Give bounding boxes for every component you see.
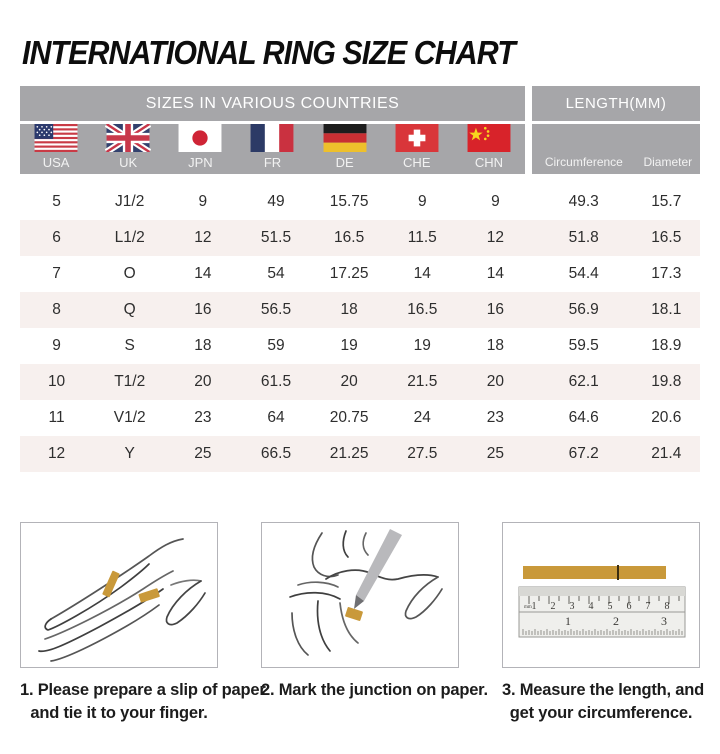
table-cell: 9 [491, 193, 500, 210]
table-cell: Q [123, 301, 136, 318]
svg-text:5: 5 [607, 601, 613, 612]
length-columns [532, 124, 700, 174]
table-cell: 49 [267, 193, 285, 210]
table-cell: 16 [194, 301, 212, 318]
column-chn [453, 124, 525, 174]
table-cell: 17.3 [651, 265, 682, 282]
step-2-illustration [261, 522, 459, 668]
step-2-caption [261, 679, 488, 702]
table-cell: 56.5 [260, 301, 292, 318]
table-cell: 17.25 [329, 265, 369, 282]
table-cell: 18.1 [651, 301, 682, 318]
table-cell: 12 [47, 445, 66, 462]
step-3-illustration [502, 522, 700, 668]
table-cell: 20.75 [329, 409, 369, 426]
table-cell: 20 [486, 373, 505, 390]
step-1-illustration [20, 522, 218, 668]
switzerland-flag-icon [394, 124, 440, 152]
column-uk [92, 124, 164, 174]
table-cell: 16.5 [407, 301, 438, 318]
table-cell: 66.5 [260, 445, 292, 462]
table-cell: 18 [194, 337, 212, 354]
step-3-caption-line1: 3. Measure the length, and [502, 681, 705, 699]
svg-text:mm: mm [524, 605, 532, 610]
column-fr [236, 124, 308, 174]
table-cell: Y [124, 445, 135, 462]
table-cell: O [123, 265, 136, 282]
table-cell: 23 [486, 409, 505, 426]
table-row [20, 328, 700, 364]
table-cell: 19 [340, 337, 358, 354]
table-row [20, 184, 700, 220]
svg-text:6: 6 [626, 601, 632, 612]
table-cell: 9 [52, 337, 61, 354]
table-group-header [20, 86, 700, 121]
table-row [20, 364, 700, 400]
step-2-caption-line1: 2. Mark the junction on paper. [261, 681, 488, 699]
table-cell: V1/2 [113, 409, 146, 426]
table-cell: 9 [417, 193, 427, 210]
table-cell: 9 [198, 193, 208, 210]
step-3-caption-line2: get your circumference. [509, 703, 693, 722]
table-cell: 25 [194, 445, 212, 462]
step-1 [20, 522, 266, 725]
svg-text:1: 1 [531, 601, 537, 612]
column-usa [20, 124, 92, 174]
country-label-che: CHE [403, 155, 431, 170]
step-2 [261, 522, 488, 725]
table-cell: 12 [194, 229, 212, 246]
table-cell: 56.9 [568, 301, 599, 318]
table-cell: 20 [194, 373, 212, 390]
sizes-group-header: SIZES IN VARIOUS COUNTRIES [20, 86, 525, 121]
step-1-caption-line2: and tie it to your finger. [30, 703, 208, 722]
table-cell: 64.6 [568, 409, 599, 426]
uk-flag-icon [105, 124, 151, 152]
table-cell: 59.5 [568, 337, 599, 354]
table-row [20, 292, 700, 328]
svg-text:4: 4 [588, 601, 594, 612]
table-cell: 5 [52, 193, 61, 210]
table-cell: 51.5 [260, 229, 292, 246]
table-cell: 20.6 [651, 409, 682, 426]
svg-text:3: 3 [661, 614, 667, 628]
table-cell: 67.2 [568, 445, 599, 462]
instruction-steps [20, 522, 705, 725]
table-cell: 19 [413, 337, 431, 354]
step-1-caption-line1: 1. Please prepare a slip of paper [20, 681, 266, 699]
table-cell: 61.5 [260, 373, 292, 390]
country-label-fr: FR [263, 155, 282, 170]
table-cell: 18.9 [651, 337, 682, 354]
table-cell: T1/2 [114, 373, 146, 390]
table-cell: 54 [267, 265, 285, 282]
mark-junction-illustration [262, 523, 458, 667]
table-cell: 16 [486, 301, 505, 318]
table-cell: 23 [194, 409, 212, 426]
table-cell: 21.5 [407, 373, 438, 390]
ring-size-table [20, 86, 700, 472]
table-cell: 25 [486, 445, 505, 462]
table-cell: 11 [48, 409, 65, 426]
table-cell: 18 [340, 301, 358, 318]
country-columns [20, 124, 525, 174]
svg-text:8: 8 [664, 601, 670, 612]
table-cell: 8 [52, 301, 61, 318]
table-cell: 21.4 [651, 445, 682, 462]
table-cell: 15.7 [651, 193, 682, 210]
column-de [309, 124, 381, 174]
step-1-caption [20, 679, 266, 725]
table-cell: 11.5 [407, 229, 437, 246]
column-diameter: Diameter [643, 155, 693, 169]
table-cell: 20 [340, 373, 358, 390]
svg-text:1: 1 [565, 614, 571, 628]
column-circumference: Circumference [544, 155, 623, 169]
table-cell: 10 [47, 373, 66, 390]
table-cell: 14 [413, 265, 431, 282]
china-flag-icon [466, 124, 512, 152]
table-body [20, 184, 700, 472]
table-cell: 15.75 [329, 193, 369, 210]
table-cell: 51.8 [568, 229, 599, 246]
table-cell: 54.4 [568, 265, 599, 282]
svg-text:2: 2 [613, 614, 619, 628]
country-label-jpn: JPN [188, 155, 213, 170]
france-flag-icon [249, 124, 295, 152]
table-cell: 24 [413, 409, 431, 426]
step-3-caption [502, 679, 705, 725]
country-label-chn: CHN [474, 155, 503, 170]
table-cell: 16.5 [334, 229, 365, 246]
usa-flag-icon [33, 124, 79, 152]
table-cell: J1/2 [115, 193, 145, 210]
column-jpn [164, 124, 236, 174]
table-cell: 19.8 [651, 373, 682, 390]
table-column-header [20, 124, 700, 174]
svg-text:7: 7 [645, 601, 651, 612]
table-cell: 59 [267, 337, 285, 354]
table-cell: S [124, 337, 135, 354]
table-row [20, 400, 700, 436]
table-cell: 14 [486, 265, 505, 282]
table-row [20, 436, 700, 472]
table-cell: 12 [486, 229, 505, 246]
table-cell: 21.25 [329, 445, 369, 462]
ruler-measure-illustration [503, 523, 699, 667]
table-cell: 16.5 [651, 229, 682, 246]
table-cell: 64 [267, 409, 285, 426]
length-group-header: LENGTH(MM) [532, 86, 700, 121]
table-cell: L1/2 [114, 229, 145, 246]
germany-flag-icon [322, 124, 368, 152]
table-row [20, 220, 700, 256]
country-label-uk: UK [119, 155, 138, 170]
page-title: INTERNATIONAL RING SIZE CHART [22, 34, 515, 71]
svg-text:3: 3 [569, 601, 575, 612]
table-cell: 18 [486, 337, 505, 354]
table-cell: 7 [52, 265, 61, 282]
table-row [20, 256, 700, 292]
table-cell: 49.3 [568, 193, 599, 210]
table-cell: 27.5 [407, 445, 438, 462]
hand-with-paper-illustration [21, 523, 217, 667]
japan-flag-icon [177, 124, 223, 152]
country-label-usa: USA [42, 155, 70, 170]
table-cell: 14 [194, 265, 212, 282]
step-3 [502, 522, 705, 725]
paper-strip [523, 566, 666, 579]
svg-text:2: 2 [550, 601, 556, 612]
country-label-de: DE [335, 155, 354, 170]
table-cell: 62.1 [568, 373, 599, 390]
column-che [381, 124, 453, 174]
table-cell: 6 [52, 229, 61, 246]
